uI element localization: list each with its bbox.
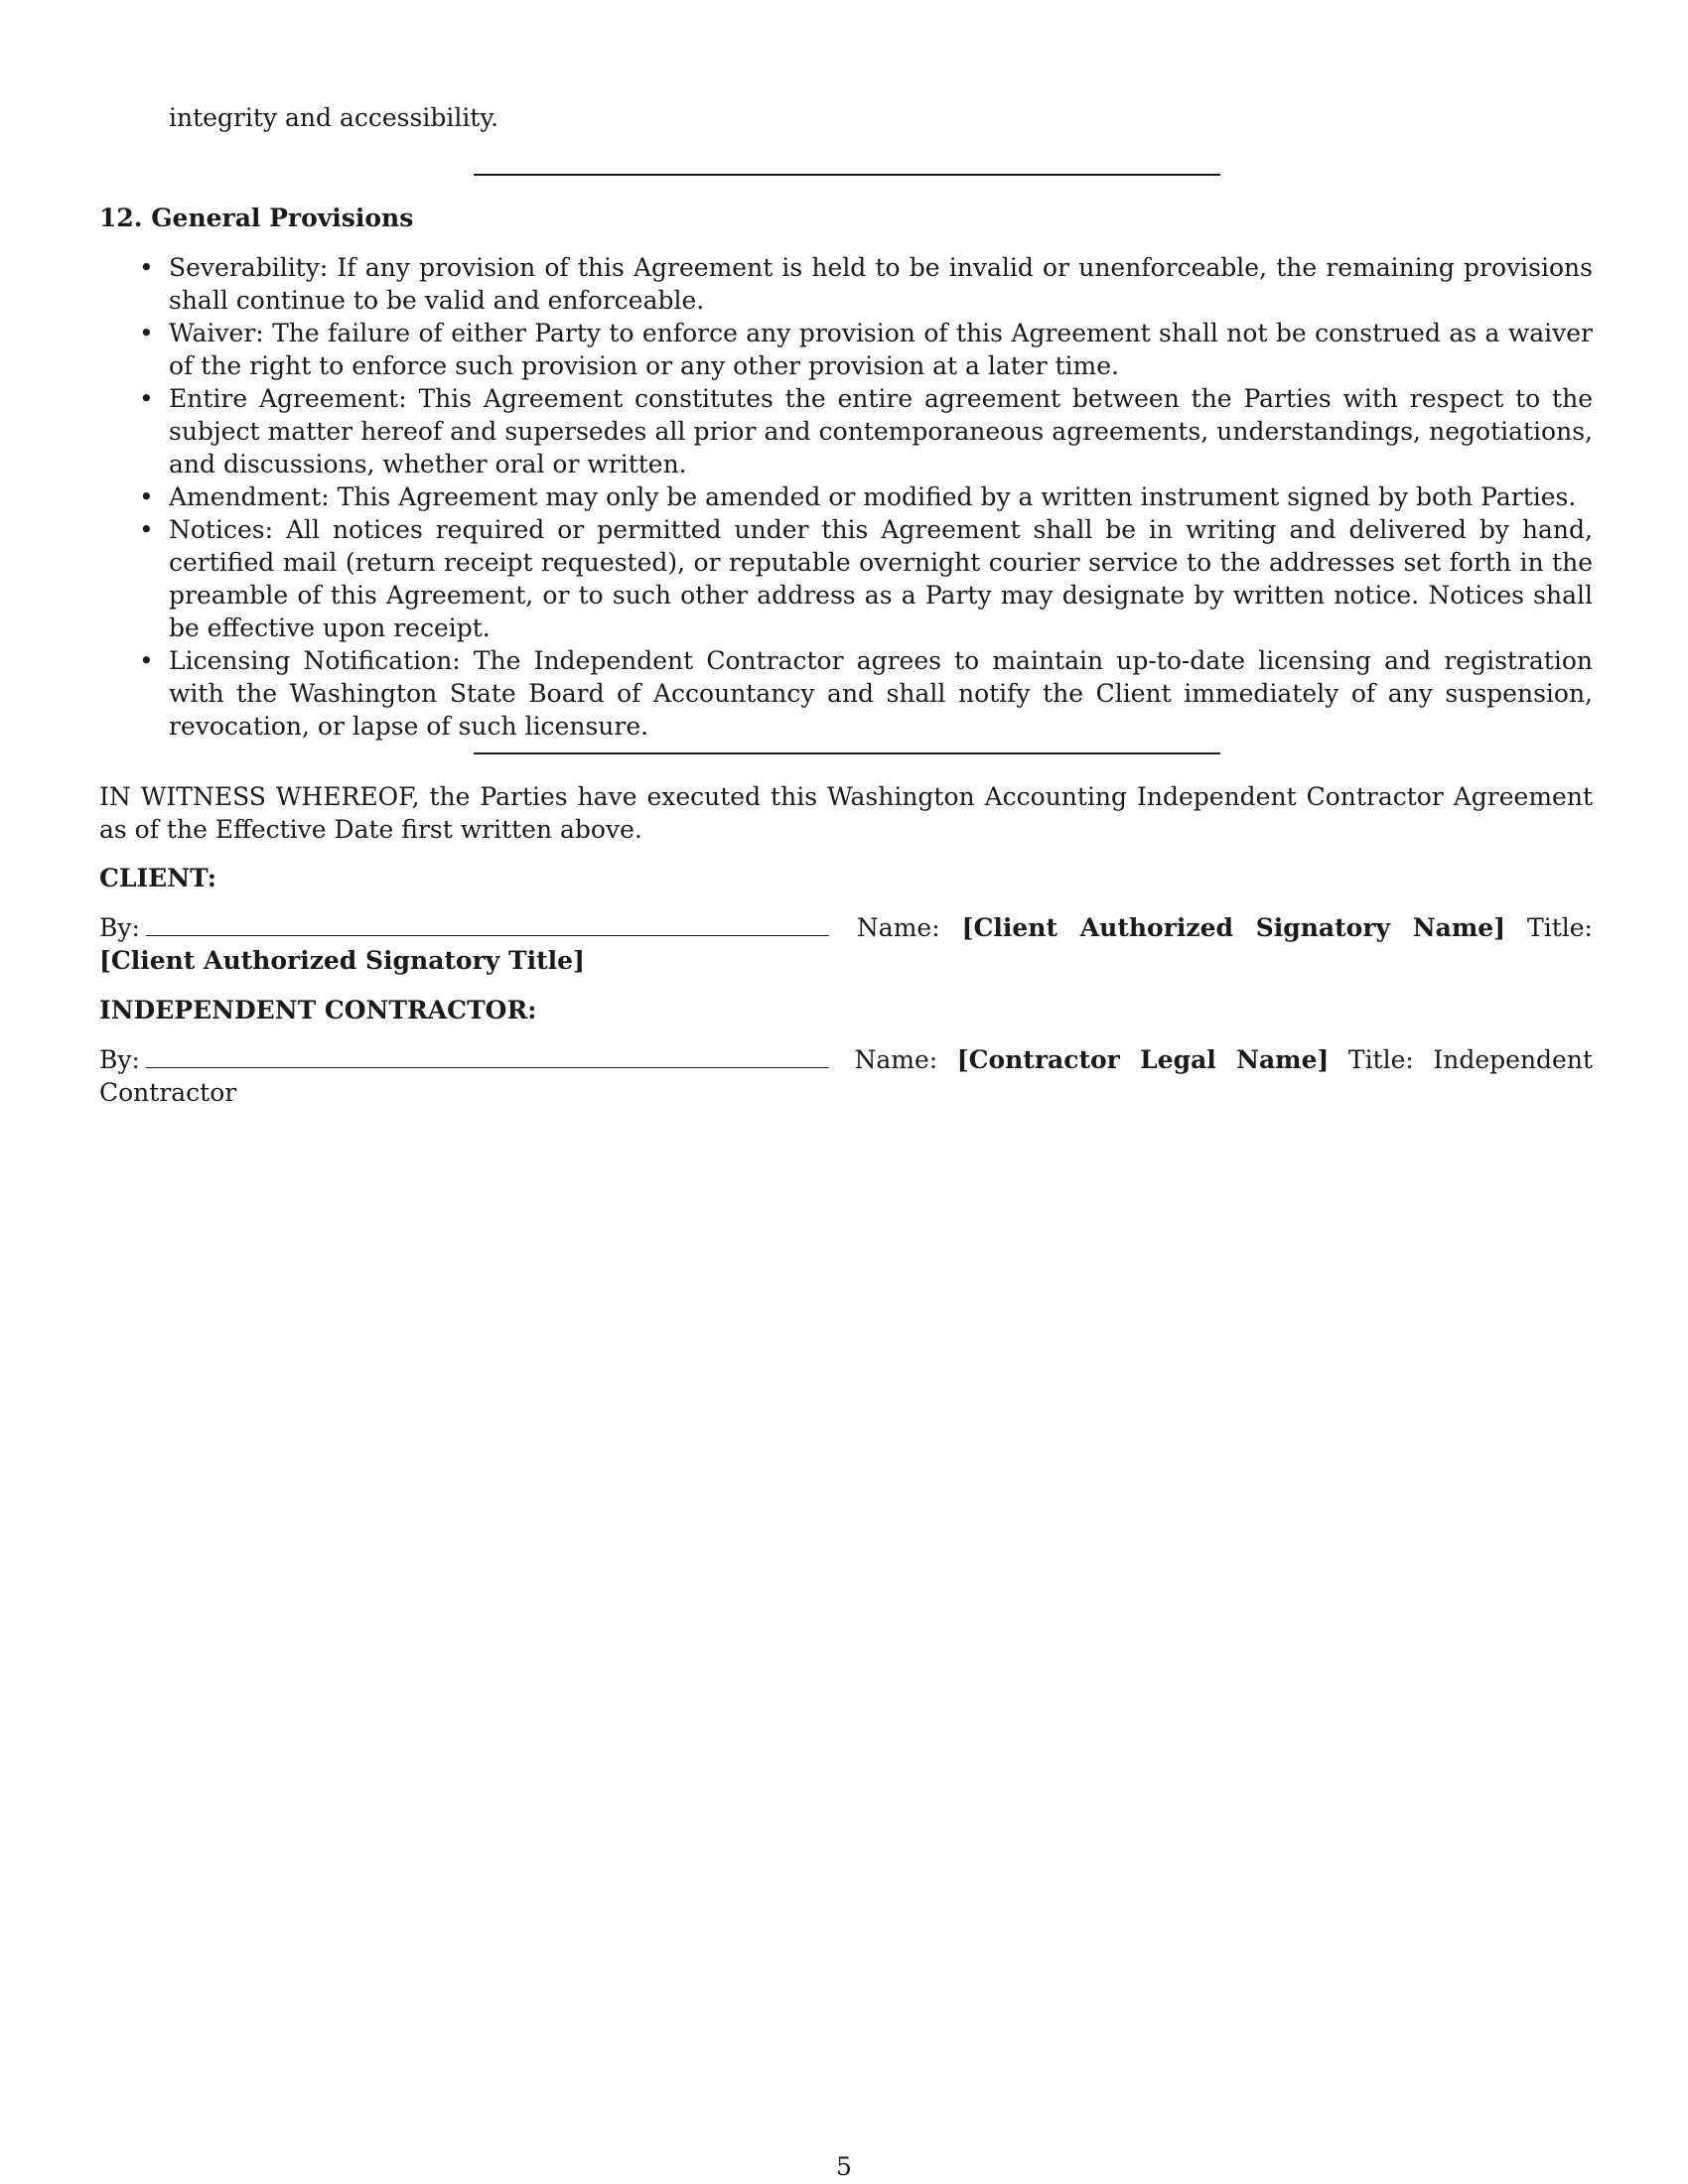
witness-clause: IN WITNESS WHEREOF, the Parties have executed this Washington Accounting Independent Contractor Agreement as of the Effective Date first written above. [99,782,1593,844]
list-item-waiver: • Waiver: The failure of either Party to enforce any provision of this Agreement shall not be construed as a waiver of the right to enforce such provision or any other provision at a later time. [99,317,1593,382]
list-item-notices: • Notices: All notices required or permitted under this Agreement shall be in writing and delivered by hand, certified mail (return receipt requested), or reputable overnight courier service to the addresses set forth in the preamble of this Agreement, or to such other address as a Party may designate by written notice. Notices shall be effective upon receipt. [99,513,1593,644]
section-heading: 12. General Provisions [99,204,414,232]
client-name-label: Name: [856,913,940,942]
client-signature-block [99,911,1593,977]
client-title-value: [Client Authorized Signatory Title] [99,946,585,975]
contractor-heading: INDEPENDENT CONTRACTOR: [99,996,537,1024]
list-item-severability: • Severability: If any provision of this Agreement is held to be invalid or unenforceable, the remaining provisions shall continue to be valid and enforceable. [99,251,1593,317]
client-signature-line[interactable] [146,911,829,936]
provisions-list [99,251,1593,743]
continuation-text: integrity and accessibility. [169,103,499,132]
section-divider [474,752,1220,754]
contractor-name-value: [Contractor Legal Name] [956,1045,1330,1074]
client-name-value: [Client Authorized Signatory Name] [961,913,1506,942]
contractor-title-value: Independent Contractor [99,1045,1593,1107]
contractor-name-label: Name: [854,1045,938,1074]
list-item-licensing-notification: • Licensing Notification: The Independent Contractor agrees to maintain up-to-date licensing and registration with the Washington State Board of Accountancy and shall notify the Client immediately of any suspension, revocation, or lapse of such licensure. [99,644,1593,743]
contractor-title-label: Title: [1347,1045,1414,1074]
client-title-label: Title: [1527,913,1593,942]
contractor-signature-block [99,1043,1593,1109]
contractor-by-label: By: [99,1045,140,1074]
list-item-amendment: • Amendment: This Agreement may only be amended or modified by a written instrument signed by both Parties. [99,480,1593,513]
client-heading: CLIENT: [99,864,217,892]
list-item-entire-agreement: • Entire Agreement: This Agreement constitutes the entire agreement between the Parties with respect to the subject matter hereof and supersedes all prior and contemporaneous agreements, understandings, negotiations, and discussions, whether oral or written. [99,382,1593,480]
contractor-signature-line[interactable] [146,1043,829,1068]
page-number: 5 [836,2152,852,2181]
section-divider [474,174,1220,176]
client-by-label: By: [99,913,140,942]
